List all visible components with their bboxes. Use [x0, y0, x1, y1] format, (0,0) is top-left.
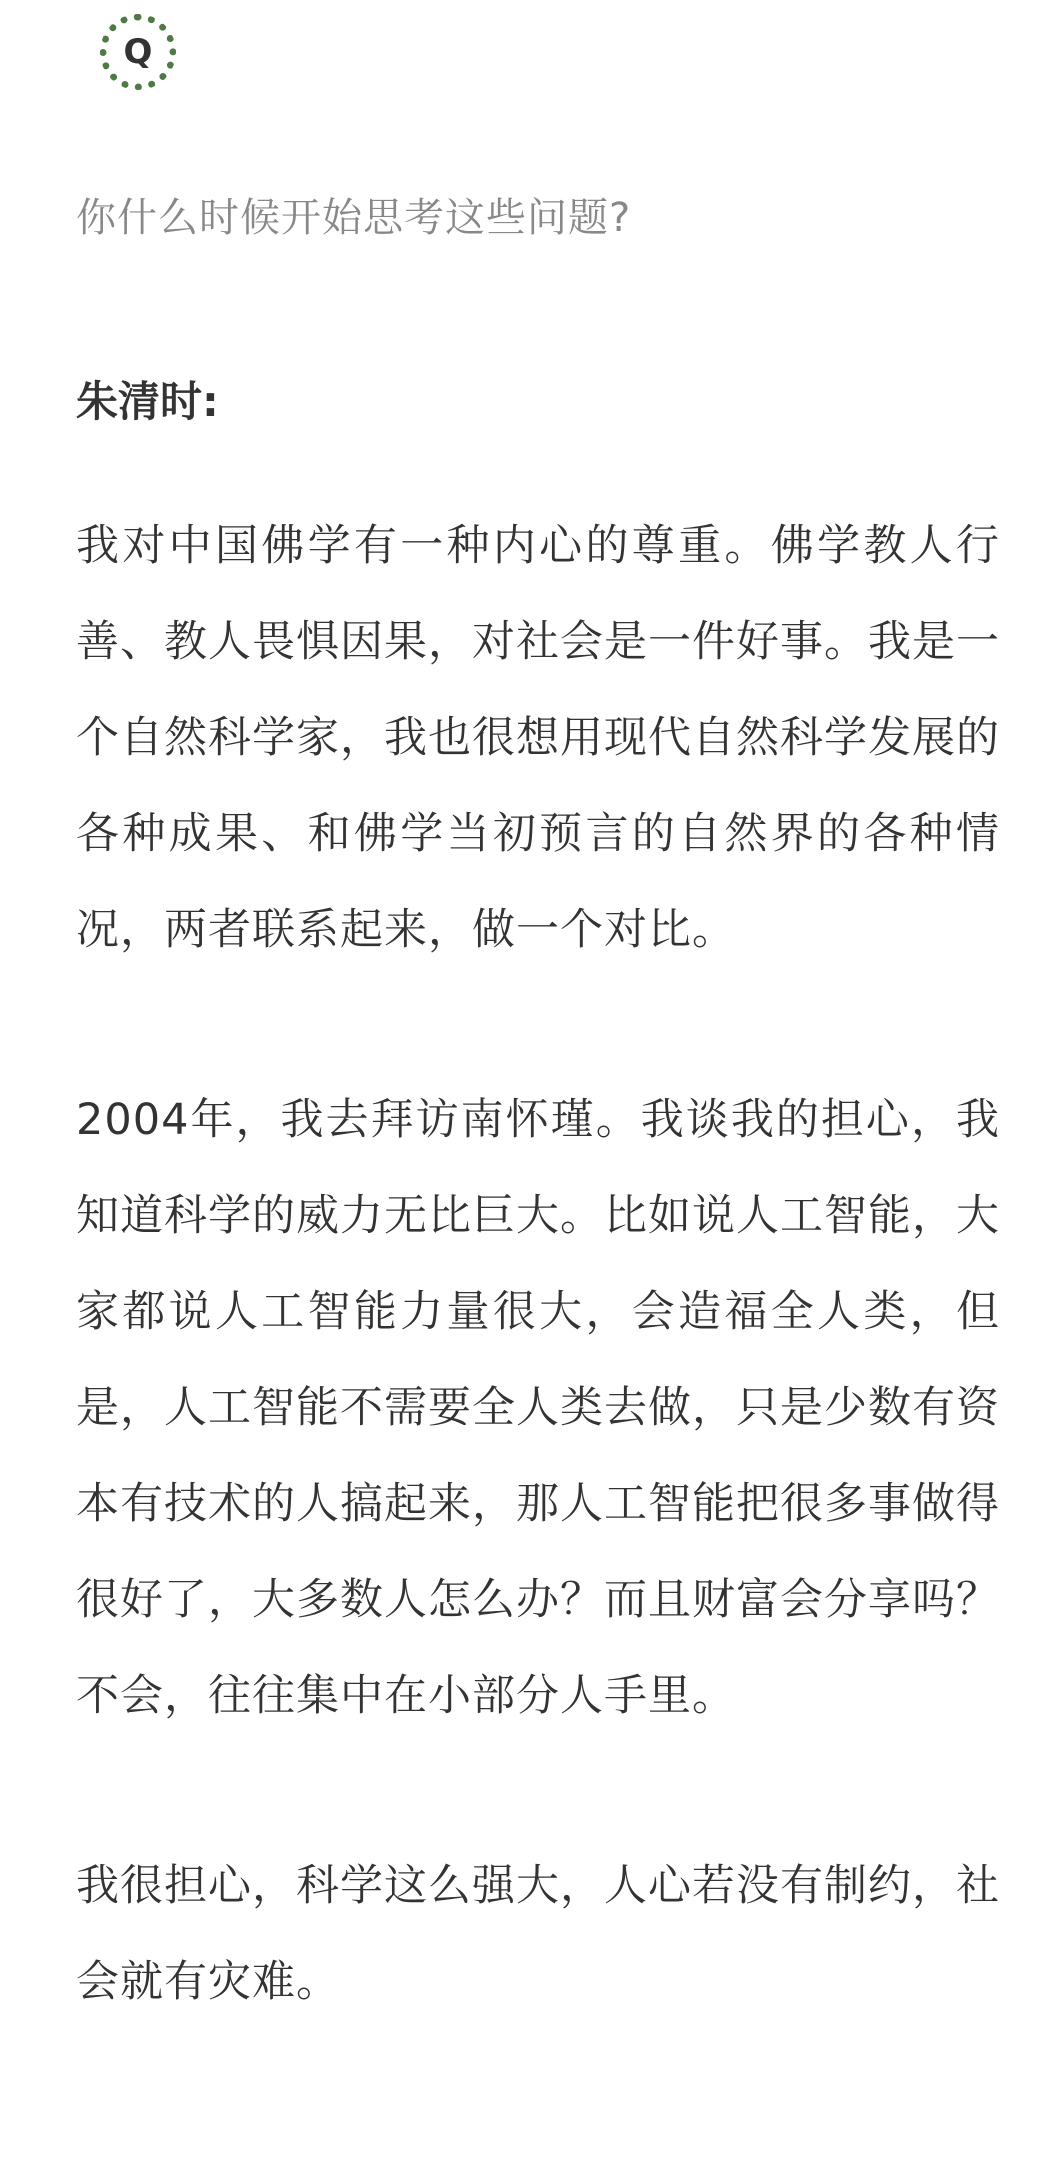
question-badge-icon: [100, 14, 176, 90]
answer-paragraph: 我对中国佛学有一种内心的尊重。佛学教人行善、教人畏惧因果，对社会是一件好事。我是一个自然科学家，我也很想用现代自然科学发展的各种成果、和佛学当初预言的自然界的各种情况，两者联系起来，做一个对比。: [76, 521, 1000, 955]
speaker-name: 朱清时:: [76, 377, 219, 426]
answer-paragraph: 我很担心，科学这么强大，人心若没有制约，社会就有灾难。: [76, 1861, 1000, 2007]
answer-body: [76, 498, 1000, 2124]
question-text: 你什么时候开始思考这些问题?: [76, 195, 632, 241]
question-badge-letter: Q: [123, 32, 153, 72]
answer-paragraph: 2004年，我去拜访南怀瑾。我谈我的担心，我知道科学的威力无比巨大。比如说人工智能，大家都说人工智能力量很大，会造福全人类，但是，人工智能不需要全人类去做，只是少数有资本有技术的人搞起来，那人工智能把很多事做得很好了，大多数人怎么办？而且财富会分享吗？不会，往往集中在小部分人手里。: [76, 1095, 1000, 1721]
